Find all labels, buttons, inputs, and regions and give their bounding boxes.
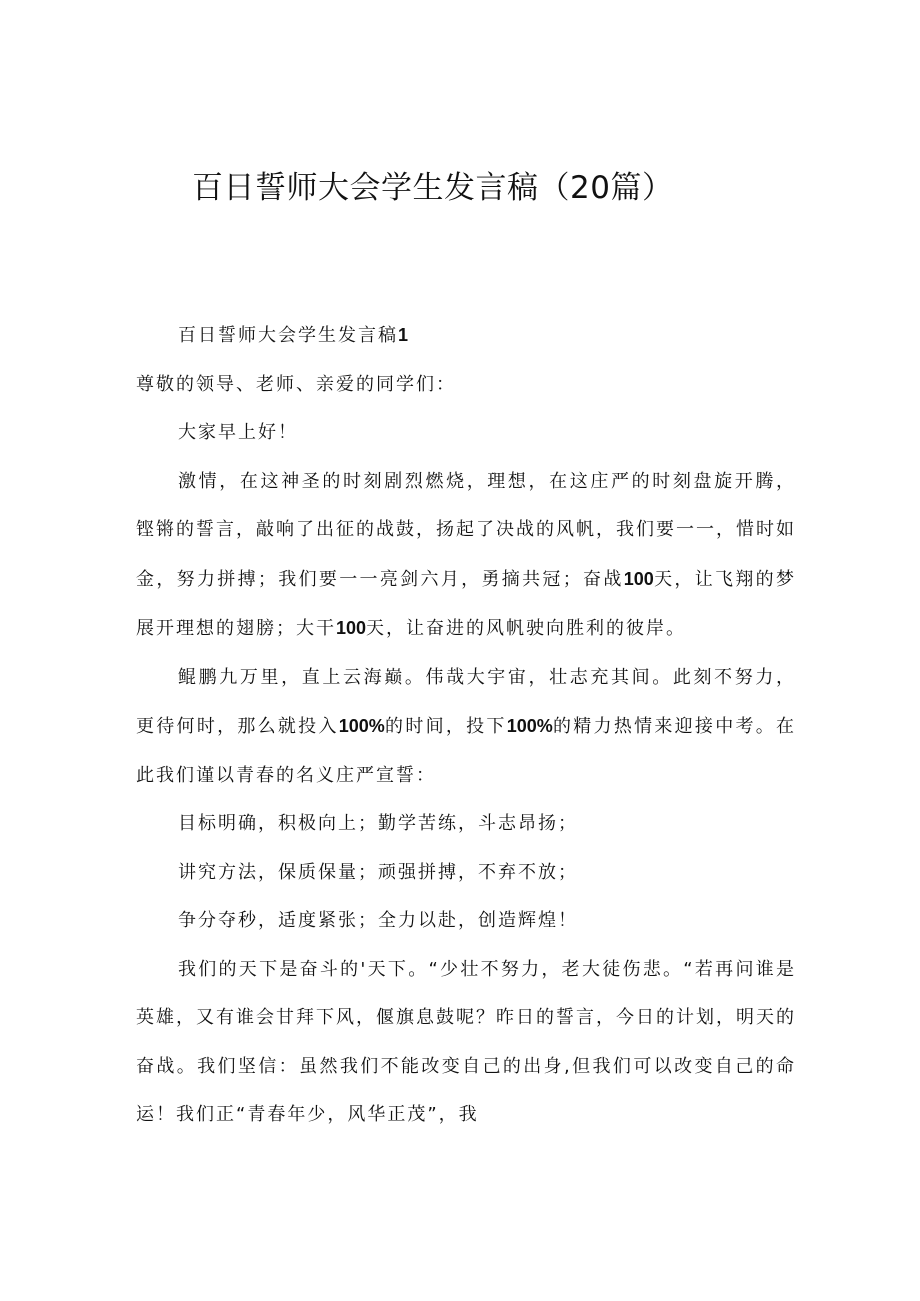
- paragraph-1-part-c: 天，让奋进的风帆驶向胜利的彼岸。: [366, 618, 687, 639]
- paragraph-2: [136, 654, 796, 801]
- paragraph-2-part-c: 的精力热情来迎接中考。在此我们谨以青春的名义庄严宣誓：: [136, 716, 797, 786]
- section-heading-text: 百日誓师大会学生发言稿: [178, 325, 398, 346]
- paragraph-2-number-2: 100%: [506, 716, 553, 736]
- document-title: 百日誓师大会学生发言稿（20篇）: [192, 170, 674, 206]
- paragraph-1-number-1: 100: [623, 568, 654, 589]
- section-heading-number: 1: [398, 325, 409, 345]
- section-heading: [136, 311, 796, 361]
- paragraph-1-number-2: 100: [336, 618, 367, 638]
- paragraph-2-number-1: 100%: [338, 716, 385, 736]
- paragraph-2-part-a: 鲲鹏九万里，直上云海巅。伟哉大宇宙，壮志充其间。此刻不努力，更待何时，那么就投入: [136, 666, 796, 737]
- paragraph-1: [136, 458, 796, 654]
- paragraph-1-part-b: 天，让飞翔的梦展开理想的翅膀；大干: [136, 568, 796, 639]
- salutation: 尊敬的领导、老师、亲爱的同学们：: [136, 373, 456, 395]
- oath-line-1: 目标明确，积极向上；勤学苦练，斗志昂扬；: [178, 813, 578, 834]
- oath-line-3: 争分夺秒，适度紧张；全力以赴，创造辉煌！: [178, 910, 578, 931]
- document-body: [136, 311, 796, 1140]
- greeting: 大家早上好！: [178, 422, 298, 443]
- paragraph-3: 我们的天下是奋斗的'天下。“少壮不努力，老大徒伤悲。“若再问谁是英雄，又有谁会甘拜下风，偃旗息鼓呢？昨日的誓言，今日的计划，明天的奋战。我们坚信：虽然我们不能改变自己的出身,但我们可以改变自己的命运！我们正“青春年少，风华正茂”，我: [136, 958, 796, 1125]
- paragraph-2-part-b: 的时间，投下: [384, 716, 507, 737]
- oath-line-2: 讲究方法，保质保量；顽强拼搏，不弃不放；: [178, 861, 578, 883]
- paragraph-1-part-a: 激情，在这神圣的时刻剧烈燃烧，理想，在这庄严的时刻盘旋开腾，铿锵的誓言，敲响了出征的战鼓，扬起了决战的风帆，我们要一一，惜时如金，努力拼搏；我们要一一亮剑六月，勇摘共冠；奋战: [136, 470, 796, 590]
